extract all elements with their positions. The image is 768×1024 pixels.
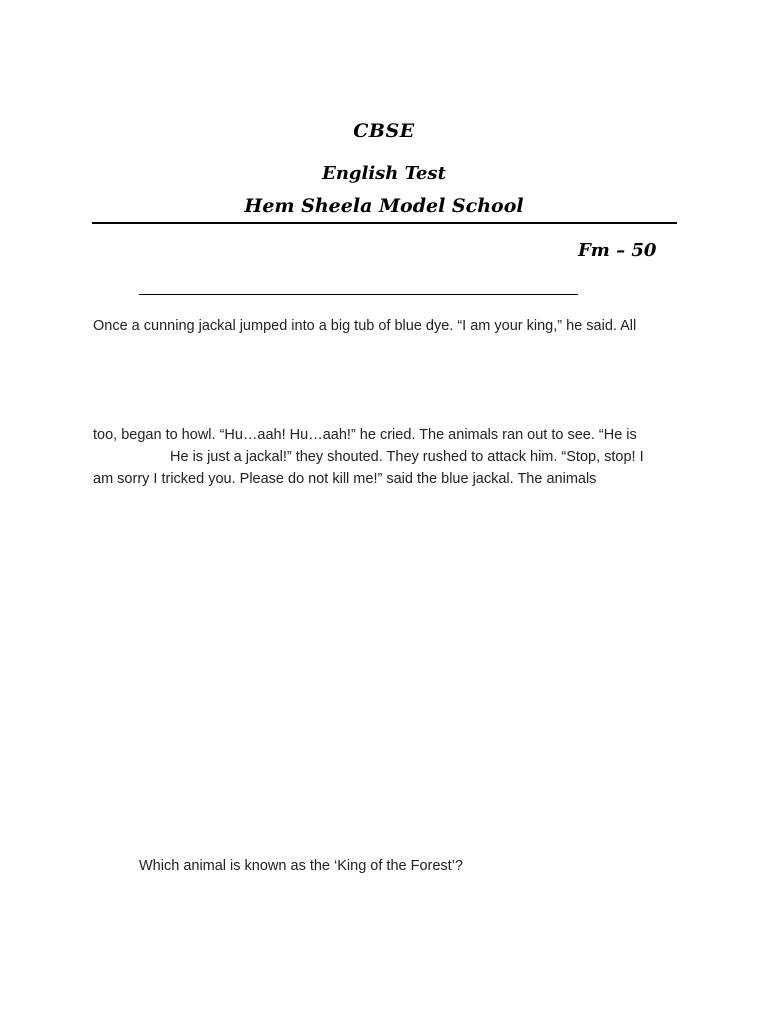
header-divider [92,222,677,224]
test-subject: English Test [322,163,446,184]
question-text: Which animal is known as the ‘King of the Forest’? [139,858,463,874]
board-title: CBSE [353,120,415,142]
full-marks: Fm – 50 [578,240,657,261]
passage-line: Once a cunning jackal jumped into a big tub of blue dye. “I am your king,” he said. All [93,318,637,334]
passage-line: too, began to howl. “Hu…aah! Hu…aah!” he cried. The animals ran out to see. “He is [93,427,637,443]
passage-line: am sorry I tricked you. Please do not kill me!” said the blue jackal. The animals [93,471,597,487]
school-name: Hem Sheela Model School [244,195,524,217]
title-underline [139,294,578,295]
passage-line: He is just a jackal!” they shouted. They rushed to attack him. “Stop, stop! I [170,449,644,465]
